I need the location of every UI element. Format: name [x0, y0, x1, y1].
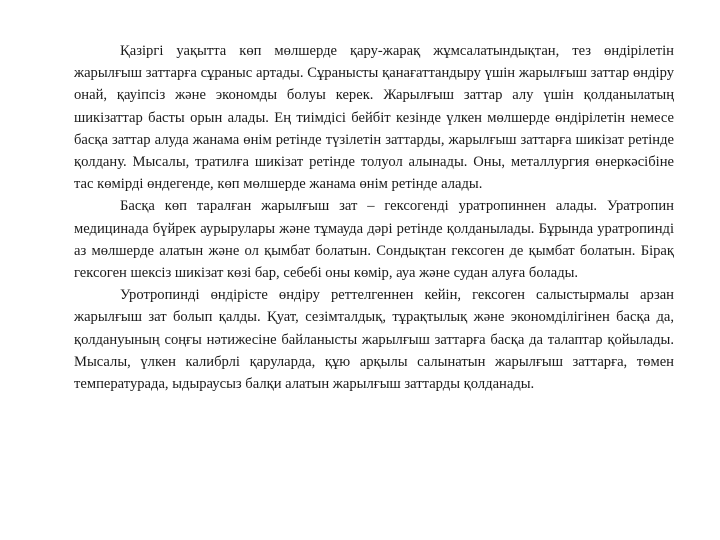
paragraph-2: Басқа көп таралған жарылғыш зат – гексогенді уратропиннен алады. Уратропин медицинада бүйрек аурырулары және тұмауда дәрі ретінде қолданылады. Бұрында уратропинді аз мөлшерде алатын және ол қымбат болатын. Сондықтан гексоген де қымбат болатын. Бірақ гексоген шексіз шикізат көзі бар, себебі оны көмір, ауа және судан алуға болады.	[74, 198, 674, 282]
document-page	[74, 40, 674, 395]
paragraph-1: Қазіргі уақытта көп мөлшерде қару-жарақ жұмсалатындықтан, тез өндірілетін жарылғыш заттарға сұраныс артады. Сұранысты қанағаттандыру үшін жарылғыш заттар өндіру онай, қауіпсіз және экономды болуы керек. Жарылғыш заттар алу үшін қолданылатың шикізаттар басты орын алады. Ең тиімдісі бейбіт кезінде үлкен мөлшерде өндірілетін немесе басқа заттар алуда жанама өнім ретінде түзілетін заттарды, жарылғыш заттарға шикізат ретінде қолдану. Мысалы, тратилға шикізат ретінде толуол алынады. Оны, металлургия өнеркәсібіне тас көмірді өндегенде, көп мөлшерде жанама өнім ретінде алады.	[74, 43, 674, 193]
paragraph-3: Уротропинді өндірісте өндіру реттелгеннен кейін, гексоген салыстырмалы арзан жарылғыш зат болып қалды. Қуат, сезімталдық, тұрақтылық және экономділігінен басқа да, қолдануының соңғы нәтижесіне байланысты жарылғыш заттарға басқа да талаптар қойылады. Мысалы, үлкен калибрлі қаруларда, құю арқылы салынатын жарылғыш заттарға, төмен температурада, ыдыраусыз балқи алатын жарылғыш заттарды қолданады.	[74, 287, 674, 393]
